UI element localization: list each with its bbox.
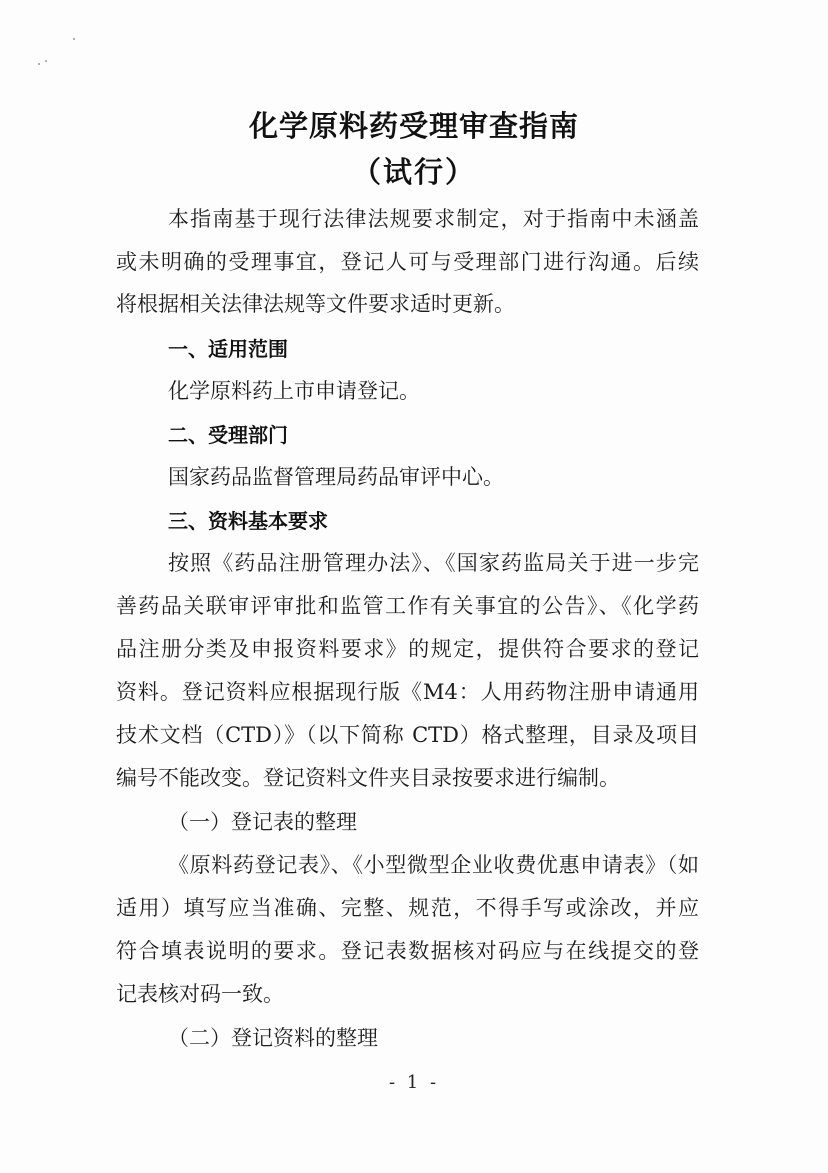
scan-speck [45,60,47,62]
form-line: 《原料药登记表》、《小型微型企业收费优惠申请表》（如 [168,853,699,877]
section-heading-department: 二、受理部门 [168,423,288,447]
form-line: 适用）填写应当准确、完整、规范，不得手写或涂改，并应 [116,896,699,920]
requirements-line: 资料。登记资料应根据现行版《M4：人用药物注册申请通用 [116,680,699,704]
requirements-line: 品注册分类及申报资料要求》的规定，提供符合要求的登记 [116,637,699,661]
requirements-line: 善药品关联审评审批和监管工作有关事宜的公告》、《化学药 [116,594,699,618]
document-title: 化学原料药受理审查指南 [248,109,579,143]
section-heading-scope: 一、适用范围 [168,337,288,361]
scan-speck [73,38,75,40]
page-number: - 1 - [388,1072,440,1093]
form-line: 符合填表说明的要求。登记表数据核对码应与在线提交的登 [116,939,699,963]
requirements-line: 编号不能改变。登记资料文件夹目录按要求进行编制。 [116,766,620,790]
requirements-line: 按照《药品注册管理办法》、《国家药监局关于进一步完 [168,551,699,575]
intro-line: 本指南基于现行法律法规要求制定，对于指南中未涵盖 [168,207,699,231]
section-body-department: 国家药品监督管理局药品审评中心。 [168,465,504,489]
intro-line: 将根据相关法律法规等文件要求适时更新。 [116,292,515,316]
requirements-line: 技术文档（CTD）》（以下简称 CTD）格式整理，目录及项目 [116,723,699,747]
intro-line: 或未明确的受理事宜，登记人可与受理部门进行沟通。后续 [116,250,699,274]
section-body-scope: 化学原料药上市申请登记。 [168,379,420,403]
form-line: 记表核对码一致。 [116,982,284,1006]
document-subtitle: （试行） [351,155,476,189]
subsection-heading-form: （一）登记表的整理 [168,810,357,834]
section-heading-requirements: 三、资料基本要求 [168,509,328,533]
subsection-heading-materials: （二）登记资料的整理 [168,1026,378,1050]
scan-speck [38,63,40,65]
